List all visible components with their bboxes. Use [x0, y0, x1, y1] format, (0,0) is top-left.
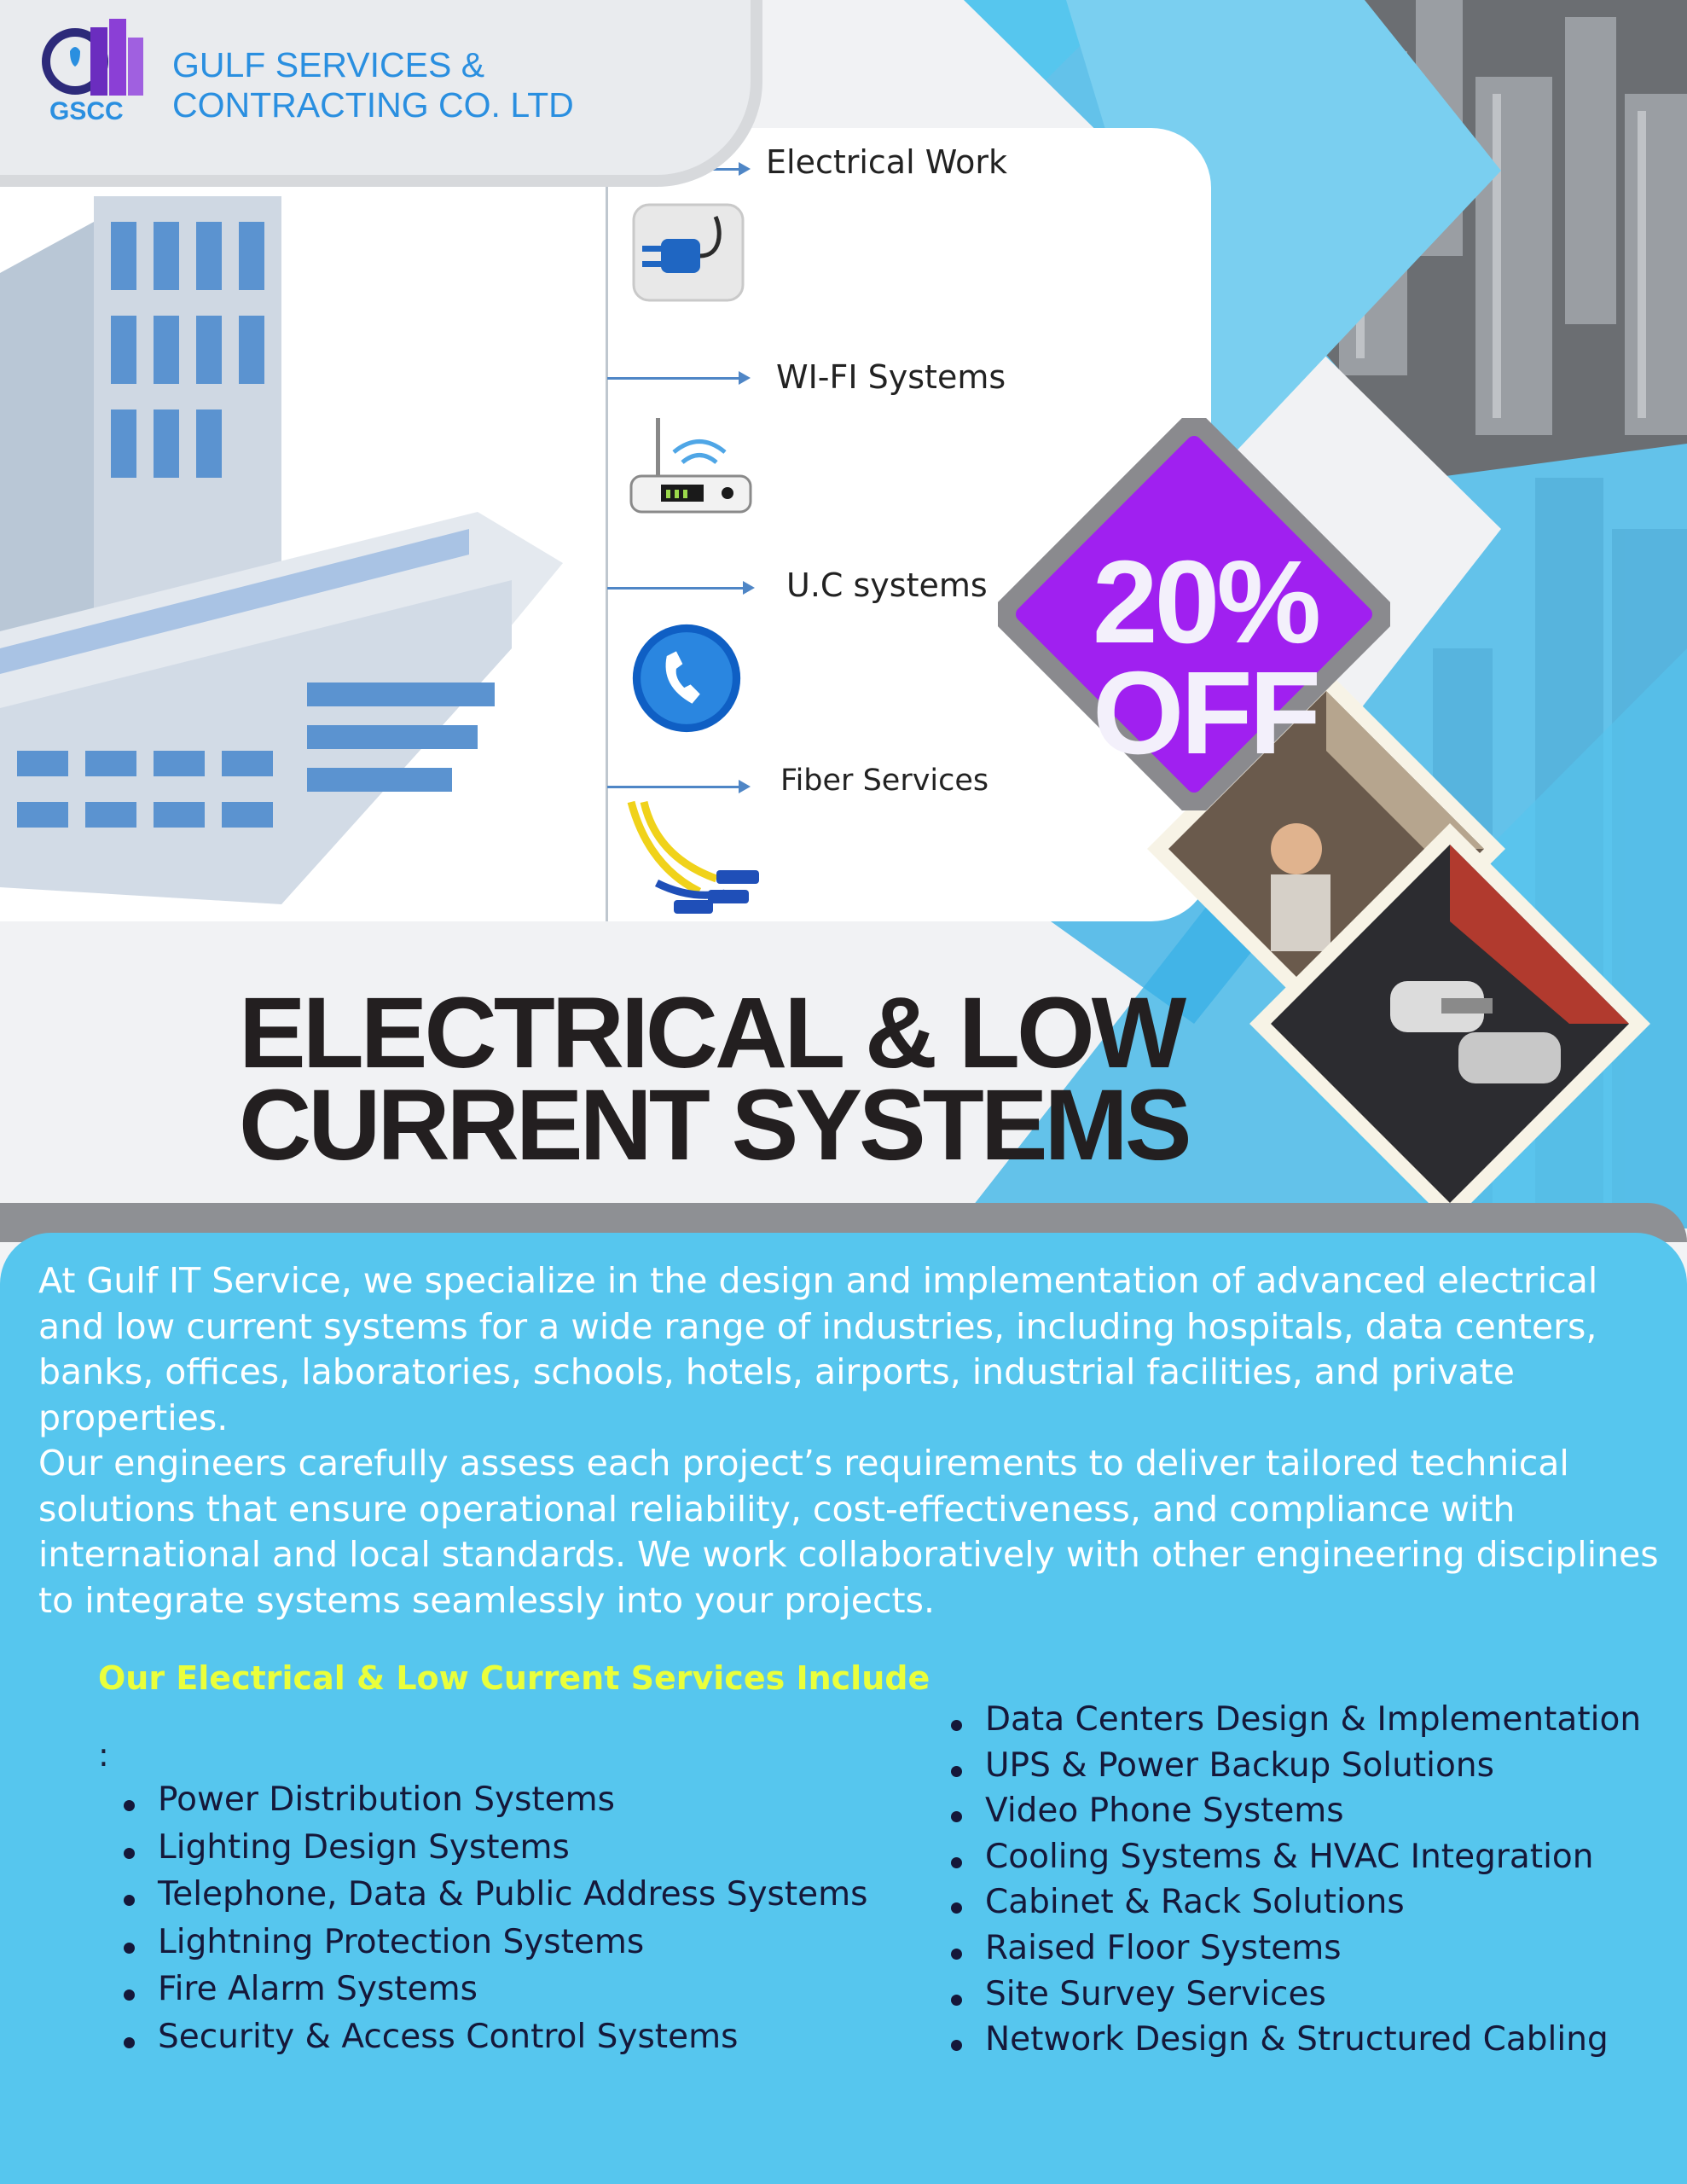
- arrow-fiber: [607, 786, 744, 788]
- office-building-illustration: [0, 171, 597, 921]
- service-label-fiber: Fiber Services: [780, 764, 989, 798]
- list-item: Cabinet & Rack Solutions: [947, 1883, 1641, 1929]
- list-item: Site Survey Services: [947, 1975, 1641, 2021]
- list-item: Network Design & Structured Cabling: [947, 2020, 1641, 2066]
- svg-text:GSCC: GSCC: [49, 97, 124, 125]
- intro-paragraph-1: At Gulf IT Service, we specialize in the design and implementation of advanced electrical and low current systems for a wide range of industries, including hospitals, data centers, banks, offices, laboratories, schools, hotels, airports, industrial facilities, and private properties.: [38, 1260, 1598, 1438]
- headline-line1: ELECTRICAL & LOW: [239, 977, 1184, 1089]
- list-item: UPS & Power Backup Solutions: [947, 1746, 1641, 1792]
- intro-paragraph-2: Our engineers carefully assess each project’s requirements to deliver tailored technical solutions that ensure operational reliability, cost-effectiveness, and compliance with international and local standards. We work collaboratively with other engineering disciplines to integrate systems seamlessly into your projects.: [38, 1443, 1659, 1621]
- fiber-cable-icon: [623, 798, 793, 926]
- list-item: Video Phone Systems: [947, 1792, 1641, 1838]
- list-item: Lightning Protection Systems: [119, 1923, 867, 1971]
- phone-handset-icon: [623, 623, 751, 734]
- service-label-wifi: WI-FI Systems: [776, 358, 1006, 396]
- services-list-right: [947, 1700, 1641, 2066]
- list-item: Cooling Systems & HVAC Integration: [947, 1838, 1641, 1884]
- list-item: Security & Access Control Systems: [119, 2018, 867, 2065]
- service-label-uc: U.C systems: [786, 566, 988, 604]
- power-plug-icon: [627, 198, 755, 309]
- list-item: Data Centers Design & Implementation: [947, 1700, 1641, 1746]
- services-heading-colon: :: [98, 1736, 109, 1774]
- company-name-line2: CONTRACTING CO. LTD: [172, 85, 574, 125]
- diagram-connector-line: [606, 171, 608, 921]
- services-heading: Our Electrical & Low Current Services Include: [98, 1659, 930, 1697]
- headline-line2: CURRENT SYSTEMS: [239, 1069, 1189, 1182]
- mechanic-hands-photo: [1245, 819, 1655, 1228]
- intro-text: [38, 1258, 1659, 1623]
- list-item: Raised Floor Systems: [947, 1929, 1641, 1975]
- discount-percent: 20%: [1092, 537, 1319, 668]
- arrow-uc: [607, 587, 748, 590]
- list-item: Lighting Design Systems: [119, 1828, 867, 1876]
- company-name-line1: GULF SERVICES &: [172, 45, 485, 84]
- wifi-router-icon: [627, 418, 755, 529]
- services-list-left: [119, 1780, 867, 2065]
- list-item: Fire Alarm Systems: [119, 1970, 867, 2018]
- arrow-wifi: [607, 377, 744, 380]
- list-item: Telephone, Data & Public Address Systems: [119, 1875, 867, 1923]
- service-label-electrical: Electrical Work: [766, 143, 1007, 181]
- company-logo: [41, 19, 148, 126]
- list-item: Power Distribution Systems: [119, 1780, 867, 1828]
- discount-label: OFF: [1093, 648, 1318, 779]
